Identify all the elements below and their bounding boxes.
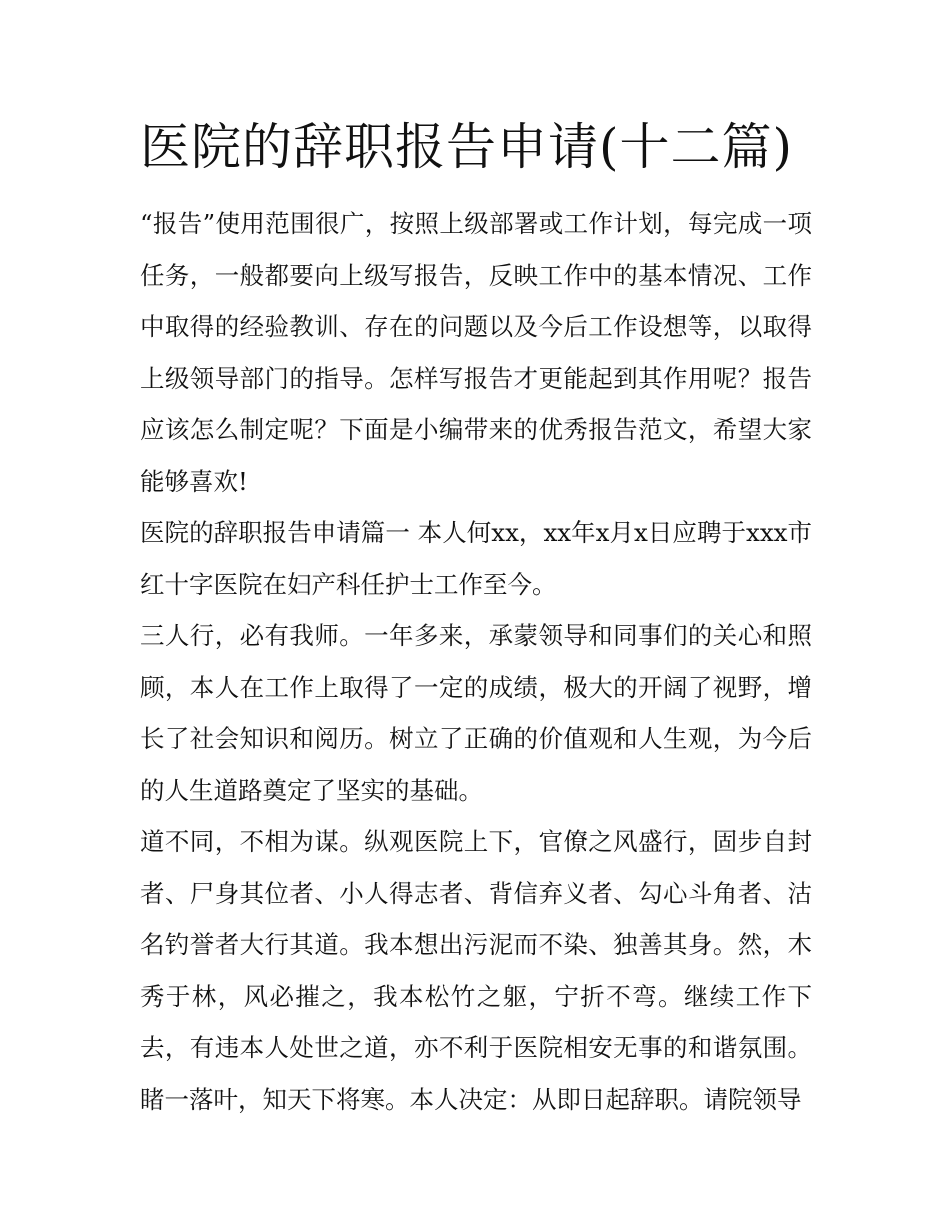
gratitude-paragraph: 三人行，必有我师。一年多来，承蒙领导和同事们的关心和照顾，本人在工作上取得了一定的成绩，极大的开阔了视野，增长了社会知识和阅历。树立了正确的价值观和人生观，为今后的人生道路奠定了坚实的基础。 [140, 621, 812, 805]
document-title: 医院的辞职报告申请(十二篇) [140, 118, 794, 176]
intro-paragraph: “报告”使用范围很广，按照上级部署或工作计划，每完成一项任务，一般都要向上级写报告，反映工作中的基本情况、工作中取得的经验教训、存在的问题以及今后工作设想等，以取得上级领导部门的指导。怎样写报告才更能起到其作用呢？报告应该怎么制定呢？下面是小编带来的优秀报告范文，希望大家能够喜欢! [140, 209, 812, 496]
section-one-opening-paragraph: 医院的辞职报告申请篇一 本人何xx，xx年x月x日应聘于xxx市红十字医院在妇产科任护士工作至今。 [140, 518, 812, 599]
document-page [140, 112, 812, 1125]
resignation-reason-paragraph: 道不同，不相为谋。纵观医院上下，官僚之风盛行，固步自封者、尸身其位者、小人得志者、背信弃义者、勾心斗角者、沽名钓誉者大行其道。我本想出污泥而不染、独善其身。然，木秀于林，风必摧之，我本松竹之躯，宁折不弯。继续工作下去，有违本人处世之道，亦不利于医院相安无事的和谐氛围。睹一落叶，知天下将寒。本人决定：从即日起辞职。请院领导 [140, 827, 812, 1114]
